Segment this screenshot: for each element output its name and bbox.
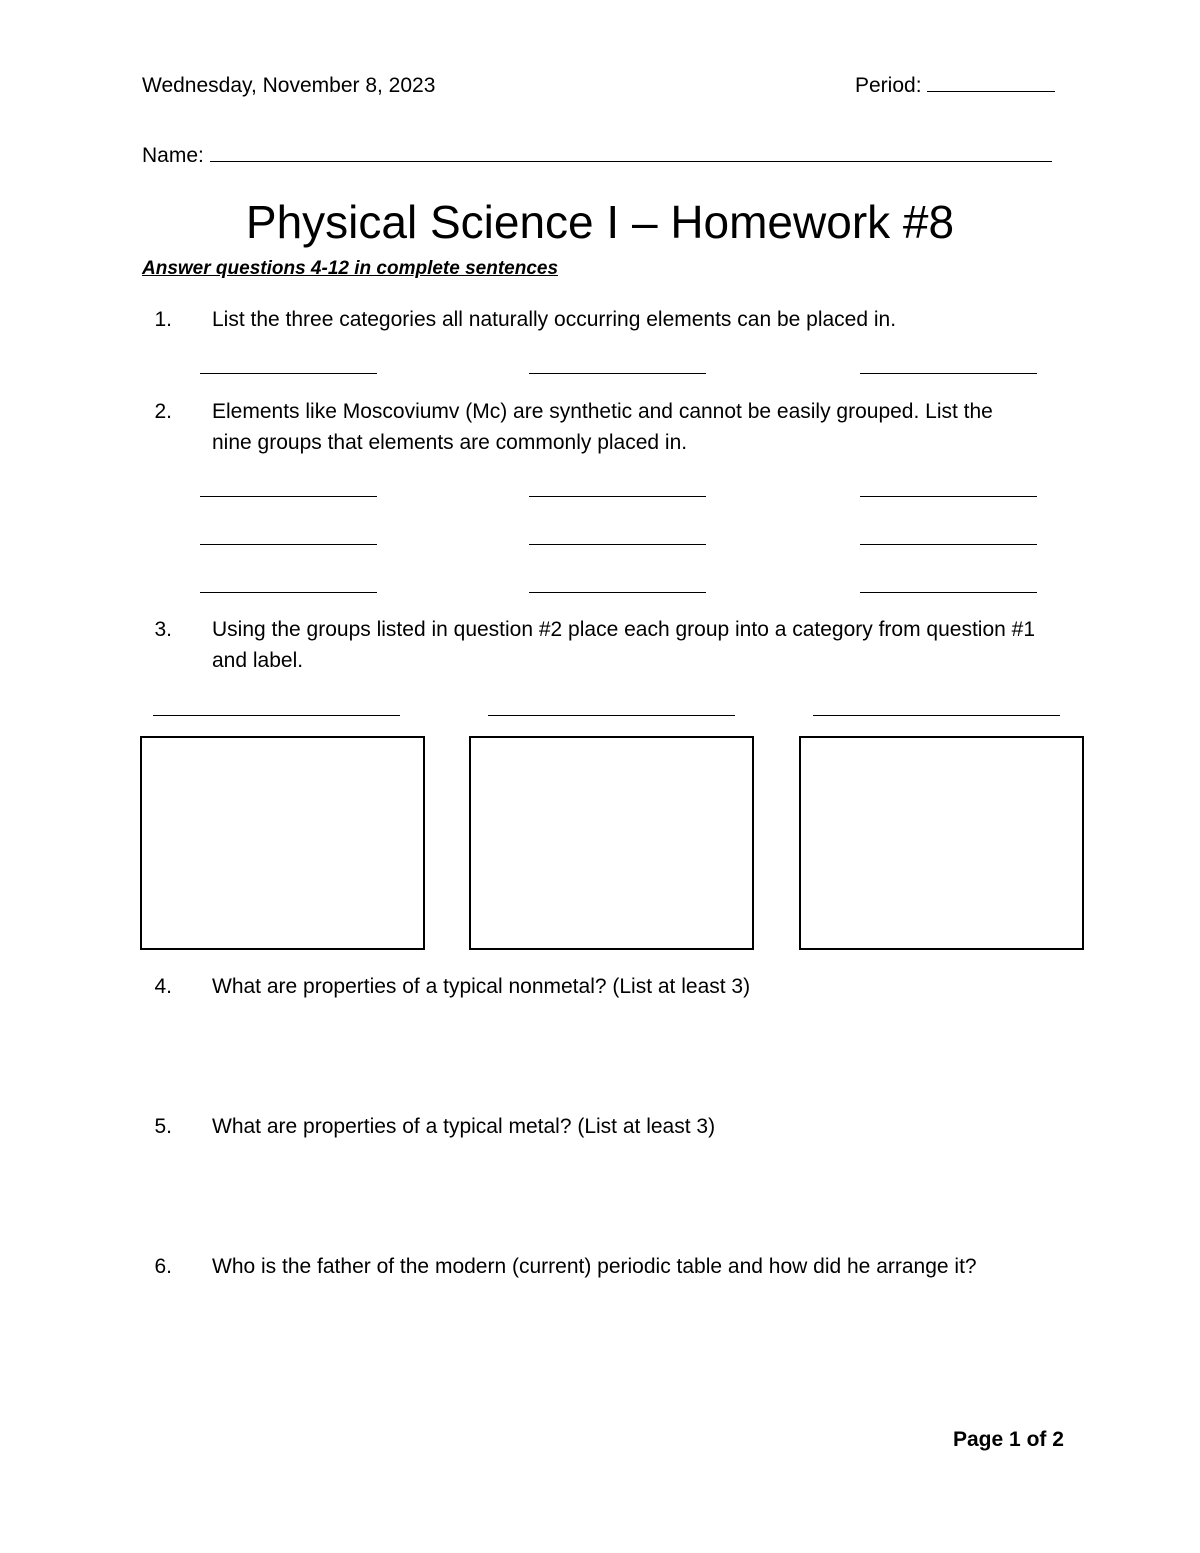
period-label: Period: <box>855 74 922 97</box>
category-answer-box[interactable] <box>799 736 1084 950</box>
question-text-line-2: and label. <box>212 649 304 672</box>
date: Wednesday, November 8, 2023 <box>142 74 436 97</box>
answer-blank[interactable] <box>200 544 377 545</box>
category-label-blank[interactable] <box>153 715 400 716</box>
question-3 <box>142 614 1142 684</box>
question-text-line-1: Elements like Moscoviumv (Mc) are synthetic and cannot be easily grouped. List the <box>212 400 993 423</box>
answer-blank[interactable] <box>860 544 1037 545</box>
page-indicator <box>953 1428 1064 1452</box>
category-label-blank[interactable] <box>813 715 1060 716</box>
question-number: 4. <box>154 975 172 998</box>
question-number: 3. <box>154 618 172 641</box>
question-text: Who is the father of the modern (current) periodic table and how did he arrange it? <box>212 1255 977 1278</box>
of-word: of <box>1026 1428 1047 1451</box>
period-input-line[interactable] <box>927 91 1055 92</box>
question-text-line-2: nine groups that elements are commonly placed in. <box>212 431 688 454</box>
page-title: Physical Science I – Homework #8 <box>245 196 955 248</box>
question-text: List the three categories all naturally occurring elements can be placed in. <box>212 308 897 331</box>
answer-blank[interactable] <box>200 496 377 497</box>
current-page: 1 <box>1009 1428 1021 1451</box>
question-text-line-1: Using the groups listed in question #2 place each group into a category from question #1 <box>212 618 1036 641</box>
answer-blank[interactable] <box>860 592 1037 593</box>
answer-blank[interactable] <box>200 592 377 593</box>
name-label: Name: <box>142 144 204 167</box>
answer-blank[interactable] <box>529 373 706 374</box>
question-number: 1. <box>154 308 172 331</box>
question-2 <box>142 396 1142 466</box>
total-pages: 2 <box>1052 1428 1064 1451</box>
period-field <box>855 73 1055 99</box>
category-answer-box[interactable] <box>140 736 425 950</box>
category-answer-box[interactable] <box>469 736 754 950</box>
name-field <box>142 143 1052 169</box>
question-number: 2. <box>154 400 172 423</box>
category-label-blank[interactable] <box>488 715 735 716</box>
answer-blank[interactable] <box>529 496 706 497</box>
name-input-line[interactable] <box>210 161 1052 162</box>
page-word: Page <box>953 1428 1004 1451</box>
answer-blank[interactable] <box>529 592 706 593</box>
question-number: 6. <box>154 1255 172 1278</box>
question-text: What are properties of a typical nonmetal? (List at least 3) <box>212 975 751 998</box>
answer-blank[interactable] <box>860 496 1037 497</box>
question-text: What are properties of a typical metal? (List at least 3) <box>212 1115 716 1138</box>
answer-blank[interactable] <box>860 373 1037 374</box>
question-number: 5. <box>154 1115 172 1138</box>
instructions: Answer questions 4-12 in complete sentences <box>142 258 559 279</box>
answer-blank[interactable] <box>200 373 377 374</box>
answer-blank[interactable] <box>529 544 706 545</box>
